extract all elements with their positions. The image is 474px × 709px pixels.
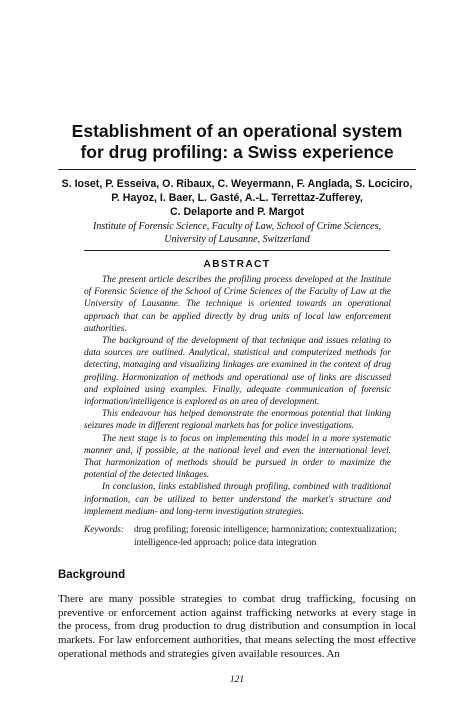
keywords-line-1: drug profiling; forensic intelligence; harmonization; contextualization; bbox=[134, 525, 397, 535]
abstract-paragraph: The next stage is to focus on implementing this model in a more systematic manner and, if possible, at the national level and even the international level. That harmonization of methods should be pursued in order to maximize the potential of the detected linkages. bbox=[84, 433, 391, 481]
keywords-line-2: intelligence-led approach; police data integration bbox=[134, 537, 317, 548]
abstract-paragraph: The present article describes the profiling process developed at the Institute of Forensic Science of the School of Crime Sciences of the Faculty of Law at the University of Lausanne. The technique is oriented towards an operational approach that can be applied directly by drug units of local law enforcement authorities. bbox=[84, 275, 391, 334]
affiliation-line-1: Institute of Forensic Science, Faculty of Law, School of Crime Sciences, bbox=[93, 221, 381, 232]
abstract-rule bbox=[84, 250, 390, 251]
article-title bbox=[60, 121, 414, 163]
abstract-body bbox=[84, 274, 391, 518]
title-rule bbox=[58, 169, 416, 170]
body-paragraph: There are many possible strategies to combat drug trafficking, focusing on preventive or enforcement action against trafficking networks at every stage in the process, from drug production to drug distribution and consumption in local markets. For law enforcement authorities, that means selecting the most effective operational methods and strategies given available resources. An bbox=[58, 593, 416, 660]
page-number: 121 bbox=[229, 675, 245, 685]
authors-line-1: S. Ioset, P. Esseiva, O. Ribaux, C. Weyermann, F. Anglada, S. Lociciro, bbox=[61, 178, 413, 190]
affiliation bbox=[60, 220, 414, 246]
affiliation-line-2: University of Lausanne, Switzerland bbox=[164, 234, 310, 245]
keywords-list bbox=[134, 524, 397, 549]
abstract-paragraph: This endeavour has helped demonstrate the enormous potential that linking seizures made in different regional markets has for police investigations. bbox=[84, 409, 391, 432]
title-line-2: for drug profiling: a Swiss experience bbox=[80, 142, 394, 162]
title-line-1: Establishment of an operational system bbox=[71, 121, 403, 141]
author-list bbox=[54, 177, 420, 219]
authors-line-3: C. Delaporte and P. Margot bbox=[169, 206, 304, 218]
abstract-paragraph: The background of the development of that technique and issues relating to data sources are outlined. Analytical, statistical and computerized methods for detecting, managing and visualizing linkages are examined in the context of drug profiling. Harmonization of methods and operational use of links are discussed and explained using examples. Finally, adequate communication of forensic information/intelligence is explored as an area of development. bbox=[84, 336, 391, 408]
authors-line-2: P. Hayoz, I. Baer, L. Gasté, A.-L. Terrettaz-Zufferey, bbox=[111, 192, 363, 204]
abstract-heading: ABSTRACT bbox=[203, 259, 271, 270]
abstract-paragraph: In conclusion, links established through profiling, combined with traditional information, can be utilized to better understand the market's structure and implement medium- and long-term investigation strategies. bbox=[84, 482, 391, 517]
keywords-label: Keywords: bbox=[84, 525, 124, 535]
background-body bbox=[58, 593, 416, 662]
section-heading-background: Background bbox=[58, 569, 126, 581]
